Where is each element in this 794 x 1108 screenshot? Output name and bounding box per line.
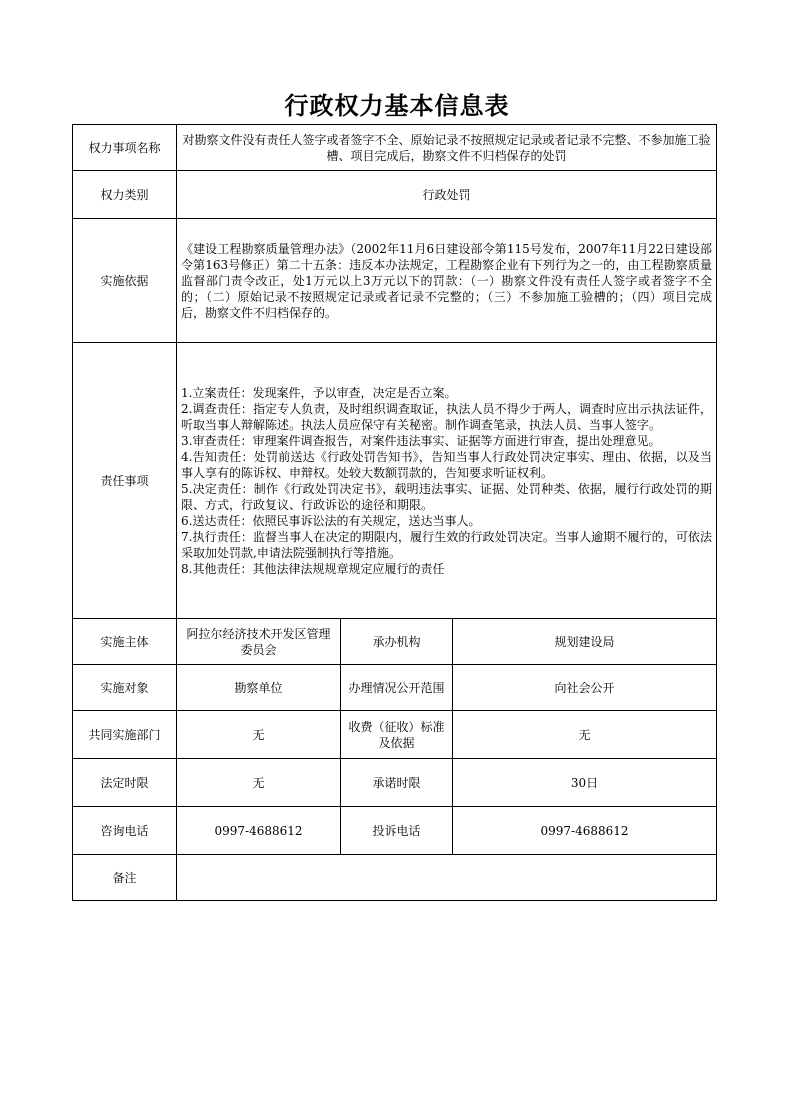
- power-name-value: 对勘察文件没有责任人签字或者签字不全、原始记录不按照规定记录或者记录不完整、不参加施工验槽、项目完成后，勘察文件不归档保存的处罚: [177, 125, 717, 171]
- responsibility-item: 7.执行责任：监督当事人在决定的期限内，履行生效的行政处罚决定。当事人逾期不履行的，可依法采取加处罚款,申请法院强制执行等措施。: [181, 529, 713, 560]
- basis-label: 实施依据: [73, 219, 177, 343]
- responsibility-item: 8.其他责任：其他法律法规规章规定应履行的责任: [181, 561, 445, 576]
- responsibility-label: 责任事项: [73, 343, 177, 619]
- row-remark: [73, 855, 717, 901]
- responsibility-item: 1.立案责任：发现案件，予以审查，决定是否立案。: [181, 385, 457, 400]
- fee-standard-label: 收费（征收）标准及依据: [341, 711, 453, 759]
- row-responsibility: [73, 343, 717, 619]
- disclosure-scope-label: 办理情况公开范围: [341, 665, 453, 711]
- disclosure-scope-value: 向社会公开: [453, 665, 717, 711]
- power-category-value: 行政处罚: [177, 171, 717, 219]
- legal-time-value: 无: [177, 759, 341, 807]
- target-value: 勘察单位: [177, 665, 341, 711]
- power-category-label: 权力类别: [73, 171, 177, 219]
- responsibility-item: 5.决定责任：制作《行政处罚决定书》，载明违法事实、证据、处罚种类、依据，履行行政处罚的期限、方式，行政复议、行政诉讼的途径和期限。: [181, 481, 713, 512]
- consult-phone-label: 咨询电话: [73, 807, 177, 855]
- row-joint-dept: [73, 711, 717, 759]
- legal-time-label: 法定时限: [73, 759, 177, 807]
- remark-label: 备注: [73, 855, 177, 901]
- responsibility-item: 2.调查责任：指定专人负责，及时组织调查取证，执法人员不得少于两人，调查时应出示执法证件，听取当事人辩解陈述。执法人员应保守有关秘密。制作调查笔录，执法人员、当事人签字。: [181, 401, 713, 432]
- handling-agency-label: 承办机构: [341, 619, 453, 665]
- row-phone: [73, 807, 717, 855]
- promised-time-value: 30日: [453, 759, 717, 807]
- fee-standard-value: 无: [453, 711, 717, 759]
- row-power-category: [73, 171, 717, 219]
- complaint-phone-value: 0997-4688612: [453, 807, 717, 855]
- info-table: [72, 124, 717, 901]
- responsibility-item: 4.告知责任：处罚前送达《行政处罚告知书》，告知当事人行政处罚决定事实、理由、依据，以及当事人享有的陈诉权、申辩权。处较大数额罚款的，告知要求听证权利。: [181, 449, 713, 480]
- remark-value: [177, 855, 717, 901]
- row-basis: [73, 219, 717, 343]
- target-label: 实施对象: [73, 665, 177, 711]
- row-time-limit: [73, 759, 717, 807]
- joint-dept-label: 共同实施部门: [73, 711, 177, 759]
- page-title: 行政权力基本信息表: [284, 91, 510, 120]
- row-target: [73, 665, 717, 711]
- responsibility-list: [177, 343, 717, 619]
- complaint-phone-label: 投诉电话: [341, 807, 453, 855]
- responsibility-item: 6.送达责任：依照民事诉讼法的有关规定，送达当事人。: [181, 513, 481, 528]
- basis-value: 《建设工程勘察质量管理办法》（2002年11月6日建设部令第115号发布，2007年11月22日建设部令第163号修正）第二十五条：违反本办法规定，工程勘察企业有下列行为之一的，由工程勘察质量监督部门责令改正，处1万元以上3万元以下的罚款：（一）勘察文件没有责任人签字或者签字不全的；（二）原始记录不按照规定记录或者记录不完整的；（三）不参加施工验槽的；（四）项目完成后，勘察文件不归档保存的。: [177, 219, 717, 343]
- responsibility-item: 3.审查责任：审理案件调查报告，对案件违法事实、证据等方面进行审查，提出处理意见。: [181, 433, 661, 448]
- subject-value: 阿拉尔经济技术开发区管理委员会: [177, 619, 341, 665]
- row-power-name: [73, 125, 717, 171]
- consult-phone-value: 0997-4688612: [177, 807, 341, 855]
- power-name-label: 权力事项名称: [73, 125, 177, 171]
- handling-agency-value: 规划建设局: [453, 619, 717, 665]
- joint-dept-value: 无: [177, 711, 341, 759]
- row-subject: [73, 619, 717, 665]
- promised-time-label: 承诺时限: [341, 759, 453, 807]
- subject-label: 实施主体: [73, 619, 177, 665]
